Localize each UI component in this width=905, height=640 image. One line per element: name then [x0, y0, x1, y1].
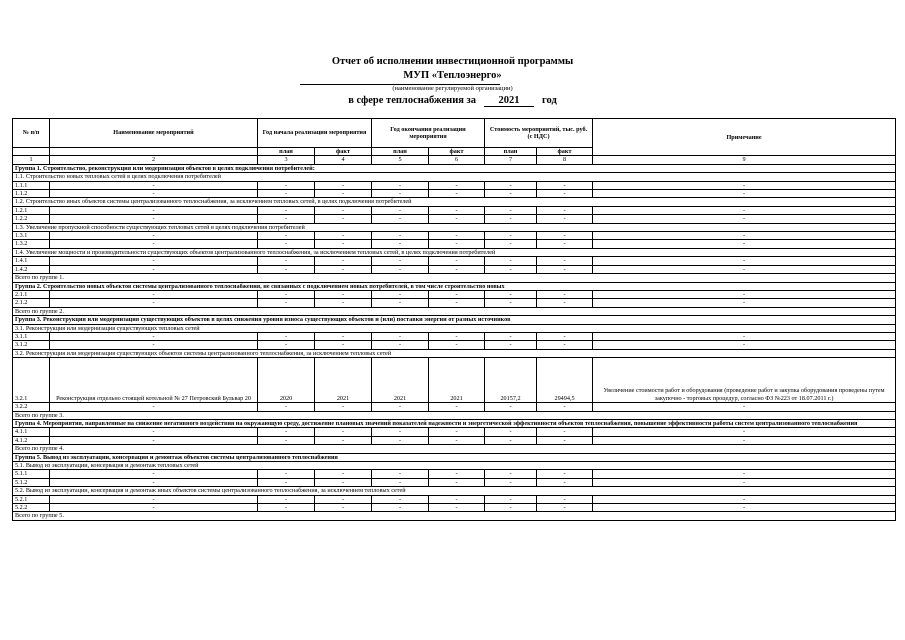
- dash-cell: -: [537, 215, 593, 223]
- dash-cell: -: [315, 240, 372, 248]
- dash-cell: -: [50, 206, 258, 214]
- dash-cell: -: [537, 290, 593, 298]
- header-cost-fact: факт: [537, 148, 593, 156]
- item-name: Реконструкция отдельно стоящей котельной № 27 Петровский Бульвар 20: [50, 358, 258, 403]
- group-total: Всего по группе 3.: [13, 411, 896, 419]
- report-year: 2021: [484, 95, 534, 107]
- table-row: [13, 504, 896, 512]
- header-note: Примечание: [593, 119, 896, 156]
- dash-cell: -: [537, 495, 593, 503]
- dash-cell: -: [315, 265, 372, 273]
- dash-cell: -: [258, 257, 315, 265]
- dash-cell: -: [485, 265, 537, 273]
- subgroup-title: 3.2. Реконструкция или модернизация существующих объектов системы централизованного теплоснабжения, за исключением тепловых сетей: [13, 349, 896, 357]
- subgroup-row: [13, 173, 896, 181]
- report-period: [0, 95, 905, 107]
- dash-cell: -: [485, 478, 537, 486]
- dash-cell: -: [258, 299, 315, 307]
- group-row: [13, 453, 896, 461]
- dash-cell: -: [485, 470, 537, 478]
- subgroup-title: 5.1. Вывод из эксплуатации, консервация и демонтаж тепловых сетей: [13, 462, 896, 470]
- column-number-row: [13, 156, 896, 164]
- dash-cell: -: [315, 403, 372, 411]
- dash-cell: -: [485, 215, 537, 223]
- dash-cell: -: [593, 265, 896, 273]
- dash-cell: -: [372, 495, 429, 503]
- item-number: 5.1.2: [13, 478, 50, 486]
- subgroup-title: 5.2. Вывод из эксплуатации, консервация и демонтаж иных объектов системы централизованного теплоснабжения, за исключением тепловых сетей: [13, 487, 896, 495]
- dash-cell: -: [429, 181, 485, 189]
- subgroup-row: [13, 248, 896, 256]
- item-number: 3.2.2: [13, 403, 50, 411]
- dash-cell: -: [372, 299, 429, 307]
- group-total: Всего по группе 2.: [13, 307, 896, 315]
- dash-cell: -: [485, 257, 537, 265]
- dash-cell: -: [50, 403, 258, 411]
- item-number: 1.1.1: [13, 181, 50, 189]
- dash-cell: -: [537, 504, 593, 512]
- dash-cell: -: [593, 190, 896, 198]
- total-row: [13, 512, 896, 520]
- dash-cell: -: [537, 299, 593, 307]
- dash-cell: -: [593, 290, 896, 298]
- item-number: 3.1.2: [13, 341, 50, 349]
- dash-cell: -: [372, 257, 429, 265]
- dash-cell: -: [537, 232, 593, 240]
- dash-cell: -: [429, 332, 485, 340]
- dash-cell: -: [315, 436, 372, 444]
- value-end-fact: 2021: [429, 358, 485, 403]
- col-num: 6: [429, 156, 485, 164]
- dash-cell: -: [593, 299, 896, 307]
- dash-cell: -: [50, 215, 258, 223]
- dash-cell: -: [372, 181, 429, 189]
- item-number: 3.1.1: [13, 332, 50, 340]
- item-note: Увеличение стоимости работ и оборудования (проведение работ и закупка оборудования проведены путем закупочно - торговых процедур, согласно ФЗ №223 от 18.07.2011 г.): [593, 358, 896, 403]
- header-start-plan: план: [258, 148, 315, 156]
- dash-cell: -: [537, 436, 593, 444]
- table-row: [13, 206, 896, 214]
- dash-cell: -: [315, 470, 372, 478]
- table-row: [13, 232, 896, 240]
- item-number: 1.4.2: [13, 265, 50, 273]
- dash-cell: -: [315, 257, 372, 265]
- item-number: 1.2.2: [13, 215, 50, 223]
- table-row: [13, 495, 896, 503]
- dash-cell: -: [485, 403, 537, 411]
- dash-cell: -: [258, 341, 315, 349]
- group-row: [13, 282, 896, 290]
- dash-cell: -: [258, 181, 315, 189]
- dash-cell: -: [50, 478, 258, 486]
- dash-cell: -: [593, 504, 896, 512]
- dash-cell: -: [372, 428, 429, 436]
- dash-cell: -: [537, 478, 593, 486]
- dash-cell: -: [50, 341, 258, 349]
- table-row: [13, 290, 896, 298]
- dash-cell: -: [372, 290, 429, 298]
- subgroup-title: 1.1. Строительство новых тепловых сетей в целях подключения потребителей: [13, 173, 896, 181]
- dash-cell: -: [537, 257, 593, 265]
- dash-cell: -: [372, 265, 429, 273]
- dash-cell: -: [537, 332, 593, 340]
- group-row: [13, 164, 896, 172]
- dash-cell: -: [372, 403, 429, 411]
- total-row: [13, 274, 896, 282]
- organization-name: МУП «Теплоэнерго»: [403, 70, 502, 81]
- dash-cell: -: [593, 232, 896, 240]
- item-number: 2.1.1: [13, 290, 50, 298]
- table-row: [13, 299, 896, 307]
- table-row: [13, 403, 896, 411]
- dash-cell: -: [537, 206, 593, 214]
- group-title: Группа 2. Строительство новых объектов системы централизованного теплоснабжения, не связанных с подключением новых потребителей, в том числе строительство новых: [13, 282, 896, 290]
- dash-cell: -: [593, 478, 896, 486]
- header-name: Наименование мероприятий: [50, 119, 258, 148]
- subgroup-title: 1.3. Увеличение пропускной способности существующих тепловых сетей в целях подключения потребителей: [13, 223, 896, 231]
- dash-cell: -: [537, 240, 593, 248]
- dash-cell: -: [537, 181, 593, 189]
- item-number: 5.1.1: [13, 470, 50, 478]
- dash-cell: -: [485, 332, 537, 340]
- dash-cell: -: [537, 265, 593, 273]
- table-row: [13, 265, 896, 273]
- dash-cell: -: [372, 215, 429, 223]
- table-row: [13, 332, 896, 340]
- dash-cell: -: [485, 504, 537, 512]
- header-start-fact: факт: [315, 148, 372, 156]
- dash-cell: -: [429, 478, 485, 486]
- dash-cell: -: [50, 504, 258, 512]
- dash-cell: -: [485, 206, 537, 214]
- dash-cell: -: [429, 403, 485, 411]
- dash-cell: -: [258, 470, 315, 478]
- dash-cell: -: [258, 240, 315, 248]
- item-number: 1.1.2: [13, 190, 50, 198]
- group-row: [13, 419, 896, 427]
- dash-cell: -: [429, 436, 485, 444]
- dash-cell: -: [485, 341, 537, 349]
- total-row: [13, 411, 896, 419]
- dash-cell: -: [315, 190, 372, 198]
- dash-cell: -: [50, 190, 258, 198]
- dash-cell: -: [258, 290, 315, 298]
- group-title: Группа 5. Вывод из эксплуатации, консервация и демонтаж объектов системы централизованного теплоснабжения: [13, 453, 896, 461]
- dash-cell: -: [593, 240, 896, 248]
- dash-cell: -: [593, 495, 896, 503]
- dash-cell: -: [50, 299, 258, 307]
- dash-cell: -: [537, 190, 593, 198]
- dash-cell: -: [50, 495, 258, 503]
- dash-cell: -: [593, 428, 896, 436]
- dash-cell: -: [485, 495, 537, 503]
- dash-cell: -: [315, 495, 372, 503]
- col-num: 4: [315, 156, 372, 164]
- dash-cell: -: [593, 436, 896, 444]
- group-title: Группа 4. Мероприятия, направленные на снижение негативного воздействия на окружающую среду, достижение плановых значений показателей надежности и энергетической эффективности объектов теплоснабжения, повышение эффективности работы систем централизованного теплоснабжения: [13, 419, 896, 427]
- dash-cell: -: [485, 240, 537, 248]
- col-num: 3: [258, 156, 315, 164]
- dash-cell: -: [50, 257, 258, 265]
- dash-cell: -: [429, 470, 485, 478]
- dash-cell: -: [50, 436, 258, 444]
- table-row: [13, 341, 896, 349]
- item-number: 1.3.1: [13, 232, 50, 240]
- subgroup-row: [13, 349, 896, 357]
- dash-cell: -: [258, 478, 315, 486]
- group-title: Группа 1. Строительство, реконструкция или модернизация объектов в целях подключения потребителей:: [13, 164, 896, 172]
- total-row: [13, 445, 896, 453]
- dash-cell: -: [593, 215, 896, 223]
- table-row: [13, 428, 896, 436]
- subgroup-row: [13, 223, 896, 231]
- dash-cell: -: [593, 181, 896, 189]
- dash-cell: -: [429, 299, 485, 307]
- value-cost-plan: 20157,2: [485, 358, 537, 403]
- dash-cell: -: [372, 232, 429, 240]
- total-row: [13, 307, 896, 315]
- dash-cell: -: [429, 232, 485, 240]
- period-suffix: год: [542, 95, 557, 106]
- group-title: Группа 3. Реконструкция или модернизация существующих объектов в целях снижения уровня износа существующих объектов и (или) поставки энергии от разных источников: [13, 316, 896, 324]
- dash-cell: -: [258, 206, 315, 214]
- dash-cell: -: [593, 206, 896, 214]
- dash-cell: -: [50, 290, 258, 298]
- value-start-fact: 2021: [315, 358, 372, 403]
- dash-cell: -: [485, 290, 537, 298]
- dash-cell: -: [50, 232, 258, 240]
- dash-cell: -: [315, 215, 372, 223]
- dash-cell: -: [429, 265, 485, 273]
- header-end-plan: план: [372, 148, 429, 156]
- item-number: 1.4.1: [13, 257, 50, 265]
- dash-cell: -: [485, 299, 537, 307]
- group-total: Всего по группе 1.: [13, 274, 896, 282]
- subgroup-title: 1.4. Увеличение мощности и производительности существующих объектов централизованного теплоснабжения, за исключением тепловых сетей, в целях подключения потребителей: [13, 248, 896, 256]
- header-row-1: [13, 119, 896, 148]
- dash-cell: -: [593, 341, 896, 349]
- header-start-year: Год начала реализации мероприятия: [258, 119, 372, 148]
- subgroup-row: [13, 324, 896, 332]
- subgroup-title: 1.2. Строительство иных объектов системы централизованного теплоснабжения, за исключением тепловых сетей, в целях подключения потребителей: [13, 198, 896, 206]
- group-row: [13, 316, 896, 324]
- item-number: 1.2.1: [13, 206, 50, 214]
- subgroup-title: 3.1. Реконструкция или модернизация существующих тепловых сетей: [13, 324, 896, 332]
- table-row: [13, 478, 896, 486]
- value-cost-fact: 29494,5: [537, 358, 593, 403]
- dash-cell: -: [258, 265, 315, 273]
- table-row: [13, 436, 896, 444]
- dash-cell: -: [315, 332, 372, 340]
- table-row: [13, 181, 896, 189]
- col-num: 8: [537, 156, 593, 164]
- group-total: Всего по группе 4.: [13, 445, 896, 453]
- col-num: 9: [593, 156, 896, 164]
- header-blank: [50, 148, 258, 156]
- group-total: Всего по группе 5.: [13, 512, 896, 520]
- dash-cell: -: [429, 257, 485, 265]
- subgroup-row: [13, 487, 896, 495]
- report-title: Отчет об исполнении инвестиционной программы: [331, 56, 574, 67]
- header-blank: [13, 148, 50, 156]
- dash-cell: -: [315, 299, 372, 307]
- item-number: 4.1.1: [13, 428, 50, 436]
- subgroup-row: [13, 462, 896, 470]
- dash-cell: -: [315, 428, 372, 436]
- dash-cell: -: [50, 265, 258, 273]
- dash-cell: -: [258, 428, 315, 436]
- dash-cell: -: [258, 215, 315, 223]
- dash-cell: -: [429, 190, 485, 198]
- dash-cell: -: [315, 290, 372, 298]
- item-number: 4.1.2: [13, 436, 50, 444]
- investment-report-table: [12, 118, 896, 521]
- dash-cell: -: [315, 341, 372, 349]
- dash-cell: -: [372, 478, 429, 486]
- header-cost: Стоимость мероприятий, тыс. руб. (с НДС): [485, 119, 593, 148]
- dash-cell: -: [593, 257, 896, 265]
- dash-cell: -: [372, 341, 429, 349]
- dash-cell: -: [372, 470, 429, 478]
- dash-cell: -: [593, 403, 896, 411]
- dash-cell: -: [258, 403, 315, 411]
- col-num: 7: [485, 156, 537, 164]
- dash-cell: -: [429, 290, 485, 298]
- item-number: 3.2.1: [13, 358, 50, 403]
- dash-cell: -: [315, 181, 372, 189]
- dash-cell: -: [485, 428, 537, 436]
- dash-cell: -: [593, 332, 896, 340]
- dash-cell: -: [258, 332, 315, 340]
- header-num: № п/п: [13, 119, 50, 148]
- dash-cell: -: [50, 470, 258, 478]
- dash-cell: -: [50, 181, 258, 189]
- dash-cell: -: [50, 332, 258, 340]
- col-num: 2: [50, 156, 258, 164]
- dash-cell: -: [258, 190, 315, 198]
- item-number: 5.2.1: [13, 495, 50, 503]
- table-row: [13, 257, 896, 265]
- header-cost-plan: план: [485, 148, 537, 156]
- table-row: [13, 240, 896, 248]
- header-end-year: Год окончания реализации мероприятия: [372, 119, 485, 148]
- dash-cell: -: [315, 232, 372, 240]
- dash-cell: -: [315, 504, 372, 512]
- dash-cell: -: [429, 215, 485, 223]
- dash-cell: -: [258, 232, 315, 240]
- col-num: 5: [372, 156, 429, 164]
- value-start-plan: 2020: [258, 358, 315, 403]
- col-num: 1: [13, 156, 50, 164]
- dash-cell: -: [593, 470, 896, 478]
- table-row: [13, 215, 896, 223]
- dash-cell: -: [537, 341, 593, 349]
- dash-cell: -: [372, 436, 429, 444]
- dash-cell: -: [372, 190, 429, 198]
- dash-cell: -: [50, 428, 258, 436]
- dash-cell: -: [315, 478, 372, 486]
- table-row-321: [13, 358, 896, 403]
- dash-cell: -: [372, 240, 429, 248]
- dash-cell: -: [372, 206, 429, 214]
- organization-caption: (наименование регулируемой организации): [392, 85, 513, 92]
- dash-cell: -: [258, 504, 315, 512]
- subgroup-row: [13, 198, 896, 206]
- dash-cell: -: [50, 240, 258, 248]
- dash-cell: -: [537, 470, 593, 478]
- dash-cell: -: [372, 332, 429, 340]
- dash-cell: -: [429, 428, 485, 436]
- dash-cell: -: [429, 504, 485, 512]
- item-number: 2.1.2: [13, 299, 50, 307]
- dash-cell: -: [429, 240, 485, 248]
- dash-cell: -: [485, 436, 537, 444]
- value-end-plan: 2021: [372, 358, 429, 403]
- dash-cell: -: [537, 428, 593, 436]
- period-prefix: в сфере теплоснабжения за: [348, 95, 477, 106]
- dash-cell: -: [258, 495, 315, 503]
- dash-cell: -: [485, 181, 537, 189]
- table-row: [13, 470, 896, 478]
- dash-cell: -: [429, 341, 485, 349]
- dash-cell: -: [315, 206, 372, 214]
- dash-cell: -: [537, 403, 593, 411]
- dash-cell: -: [372, 504, 429, 512]
- header-end-fact: факт: [429, 148, 485, 156]
- item-number: 1.3.2: [13, 240, 50, 248]
- dash-cell: -: [429, 495, 485, 503]
- item-number: 5.2.2: [13, 504, 50, 512]
- table-row: [13, 190, 896, 198]
- dash-cell: -: [485, 232, 537, 240]
- dash-cell: -: [258, 436, 315, 444]
- dash-cell: -: [429, 206, 485, 214]
- dash-cell: -: [485, 190, 537, 198]
